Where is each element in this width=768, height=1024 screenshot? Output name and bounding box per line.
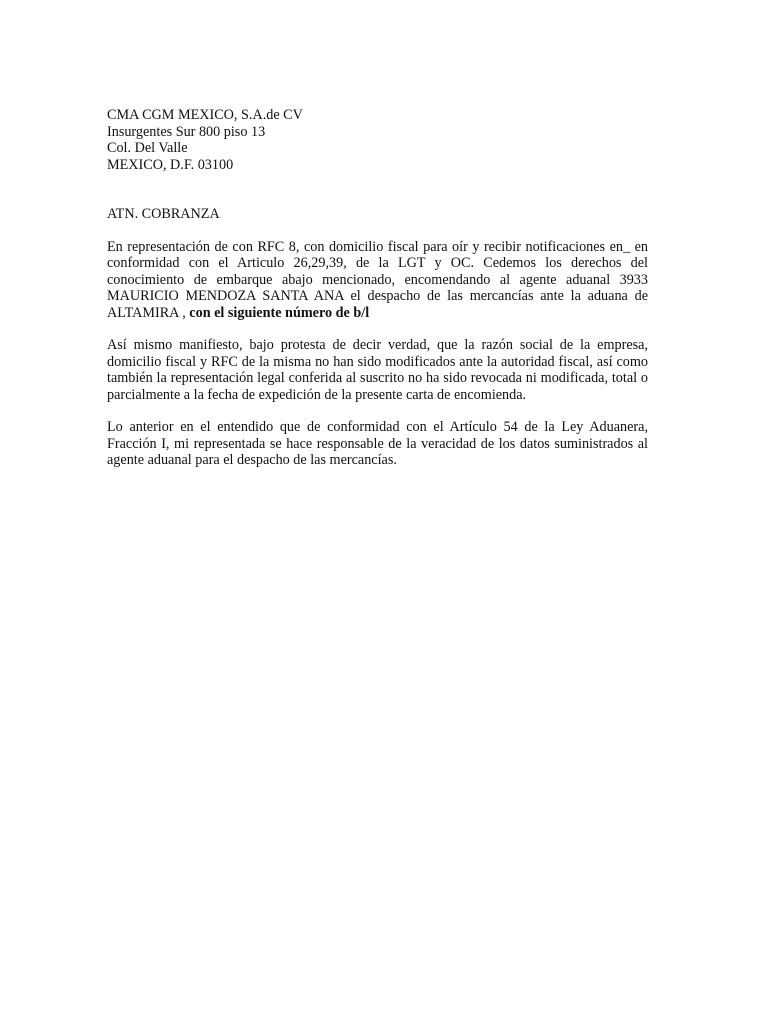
address-line-company: CMA CGM MEXICO, S.A.de CV — [107, 107, 303, 123]
address-line-street: Insurgentes Sur 800 piso 13 — [107, 123, 266, 140]
attention-line: ATN. COBRANZA — [107, 206, 220, 222]
paragraph-responsibility: Lo anterior en el entendido que de conformidad con el Artículo 54 de la Ley Aduanera, Fracción I, mi representada se hace responsable de la veracidad de los datos suministrados al agente aduanal para el despacho de las mercancías. — [107, 419, 648, 468]
paragraph-representation — [107, 239, 648, 322]
address-line-colony: Col. Del Valle — [107, 140, 188, 156]
address-line-city: MEXICO, D.F. 03100 — [107, 156, 234, 173]
recipient-address — [107, 107, 648, 173]
paragraph-representation-text: En representación de con RFC 8, con domicilio fiscal para oír y recibir notificaciones en_ en conformidad con el Articulo 26,29,39, de la LGT y OC. Cedemos los derechos del conocimiento de embarque abajo mencionado, encomendando al agente aduanal 3933 MAURICIO MENDOZA SANTA ANA el despacho de las mercancías ante la aduana de ALTAMIRA , — [107, 238, 648, 321]
letter-body — [107, 107, 648, 469]
paragraph-representation-bold: con el siguiente número de b/l — [189, 304, 370, 321]
paragraph-declaration: Así mismo manifiesto, bajo protesta de decir verdad, que la razón social de la empresa, domicilio fiscal y RFC de la misma no han sido modificados ante la autoridad fiscal, así como también la representación legal conferida al suscrito no ha sido revocada ni modificada, total o parcialmente a la fecha de expedición de la presente carta de encomienda. — [107, 337, 648, 403]
